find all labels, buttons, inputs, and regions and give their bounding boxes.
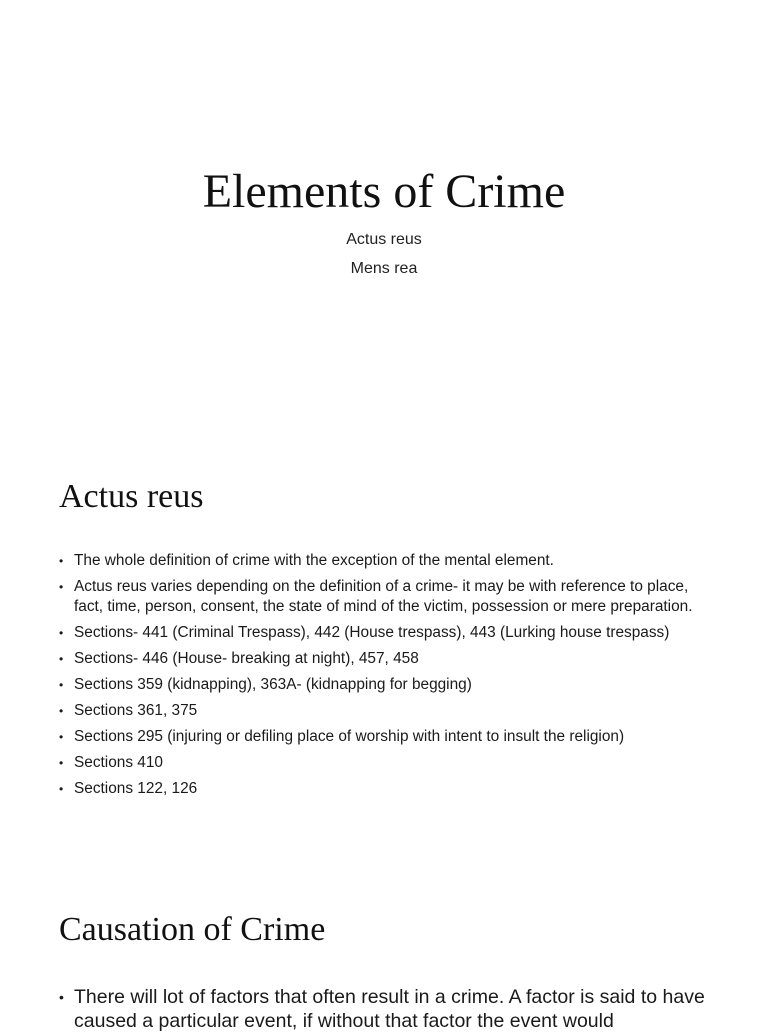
bullet-item: • Sections 359 (kidnapping), 363A- (kidnapping for begging) <box>59 676 472 693</box>
causation-bullet-list <box>59 985 749 1033</box>
bullet-icon: • <box>59 989 64 1005</box>
document-title: Elements of Crime <box>202 165 566 218</box>
actus-reus-heading: Actus reus <box>59 478 204 515</box>
bullet-item: • Sections- 441 (Criminal Trespass), 442 (House trespass), 443 (Lurking house trespass) <box>59 624 670 641</box>
bullet-icon: • <box>59 782 64 796</box>
bullet-item: • There will lot of factors that often result in a crime. A factor is said to have caused a particular event, if without that factor the event would <box>59 986 705 1032</box>
bullet-item: • Actus reus varies depending on the definition of a crime- it may be with reference to place, fact, time, person, consent, the state of mind of the victim, possession or mere preparation. <box>59 578 693 615</box>
bullet-icon: • <box>59 678 64 692</box>
bullet-icon: • <box>59 580 64 594</box>
bullet-icon: • <box>59 730 64 744</box>
actus-reus-bullet-list <box>59 551 719 805</box>
bullet-item: • The whole definition of crime with the exception of the mental element. <box>59 552 554 569</box>
bullet-icon: • <box>59 626 64 640</box>
bullet-item: • Sections 410 <box>59 754 163 771</box>
subtitle-actus-reus: Actus reus <box>346 231 422 248</box>
bullet-item: • Sections 295 (injuring or defiling place of worship with intent to insult the religion) <box>59 728 625 745</box>
causation-heading: Causation of Crime <box>59 911 326 948</box>
bullet-item: • Sections 122, 126 <box>59 780 198 797</box>
bullet-icon: • <box>59 756 64 770</box>
bullet-icon: • <box>59 554 64 568</box>
bullet-icon: • <box>59 652 64 666</box>
bullet-icon: • <box>59 704 64 718</box>
bullet-item: • Sections 361, 375 <box>59 702 198 719</box>
subtitle-mens-rea: Mens rea <box>350 260 418 277</box>
bullet-item: • Sections- 446 (House- breaking at night), 457, 458 <box>59 650 419 667</box>
